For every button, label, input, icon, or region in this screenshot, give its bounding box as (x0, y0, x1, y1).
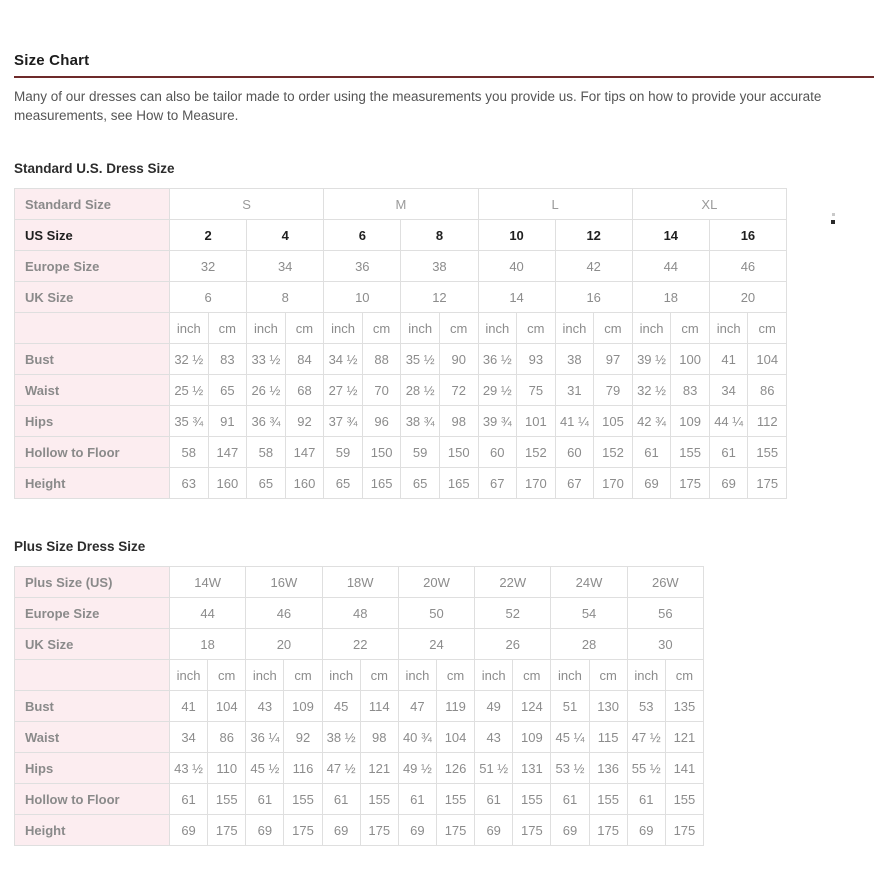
intro-text: Many of our dresses can also be tailor made to order using the measurements you provide us. For tips on how to provide your accurate measurements, see How to Measure. (14, 89, 822, 124)
row-height-value-cell: 160 (285, 468, 324, 499)
row-bust-value-cell: 45 (322, 691, 360, 722)
row-units-value-cell: cm (748, 313, 787, 344)
row-hollow-to-floor-value-cell: 61 (551, 784, 589, 815)
row-hips-value-cell: 35 ¾ (170, 406, 209, 437)
row-height-value-cell: 175 (671, 468, 710, 499)
row-hips-label: Hips (15, 753, 170, 784)
row-waist-value-cell: 43 (475, 722, 513, 753)
row-units-value-cell: cm (360, 660, 398, 691)
row-plus-size-us-value-cell: 26W (627, 567, 703, 598)
row-units-value-cell: inch (555, 313, 594, 344)
row-bust-value-cell: 93 (517, 344, 556, 375)
row-uk-size-value-cell: 16 (555, 282, 632, 313)
row-us-size-value-cell: 4 (247, 220, 324, 251)
row-hollow-to-floor-value-cell: 58 (247, 437, 286, 468)
row-height-value-cell: 175 (284, 815, 322, 846)
row-uk-size-value-cell: 10 (324, 282, 401, 313)
row-plus-size-us-value-cell: 18W (322, 567, 398, 598)
row-us-size-label: US Size (15, 220, 170, 251)
row-units-value-cell: inch (398, 660, 436, 691)
row-waist-value-cell: 86 (208, 722, 246, 753)
row-height-value-cell: 175 (665, 815, 703, 846)
row-hips-value-cell: 55 ½ (627, 753, 665, 784)
row-standard-size-value-cell: L (478, 189, 632, 220)
row-bust-value-cell: 114 (360, 691, 398, 722)
row-bust (15, 691, 704, 722)
row-hollow-to-floor (15, 784, 704, 815)
row-height-value-cell: 175 (436, 815, 474, 846)
row-hollow-to-floor-label: Hollow to Floor (15, 437, 170, 468)
row-waist-value-cell: 109 (513, 722, 551, 753)
row-hips (15, 753, 704, 784)
row-units-value-cell: inch (322, 660, 360, 691)
row-hollow-to-floor-value-cell: 59 (401, 437, 440, 468)
row-bust-value-cell: 83 (208, 344, 247, 375)
row-waist-value-cell: 34 (170, 722, 208, 753)
row-height-value-cell: 165 (362, 468, 401, 499)
row-units-value-cell: cm (436, 660, 474, 691)
row-height-value-cell: 175 (748, 468, 787, 499)
row-waist-value-cell: 86 (748, 375, 787, 406)
row-uk-size-label: UK Size (15, 282, 170, 313)
row-europe-size-value-cell: 42 (555, 251, 632, 282)
row-units-value-cell: inch (632, 313, 671, 344)
row-units (15, 313, 787, 344)
row-units-value-cell: cm (208, 313, 247, 344)
row-height-value-cell: 69 (475, 815, 513, 846)
row-height-value-cell: 69 (322, 815, 360, 846)
row-waist-value-cell: 38 ½ (322, 722, 360, 753)
row-europe-size (15, 598, 704, 629)
row-uk-size-value-cell: 18 (632, 282, 709, 313)
row-hips-value-cell: 112 (748, 406, 787, 437)
row-height-value-cell: 175 (589, 815, 627, 846)
row-europe-size-value-cell: 46 (246, 598, 322, 629)
row-units-value-cell: inch (170, 660, 208, 691)
row-plus-size-us-value-cell: 20W (398, 567, 474, 598)
row-height-value-cell: 160 (208, 468, 247, 499)
row-height-value-cell: 170 (517, 468, 556, 499)
row-height-value-cell: 175 (513, 815, 551, 846)
row-us-size-value-cell: 8 (401, 220, 478, 251)
row-uk-size-value-cell: 20 (246, 629, 322, 660)
row-waist-value-cell: 115 (589, 722, 627, 753)
row-bust-value-cell: 90 (439, 344, 478, 375)
row-units-value-cell: cm (285, 313, 324, 344)
row-bust-value-cell: 135 (665, 691, 703, 722)
row-hips-value-cell: 45 ½ (246, 753, 284, 784)
row-units-value-cell: cm (517, 313, 556, 344)
plus-size-section (14, 539, 874, 846)
row-hollow-to-floor-value-cell: 150 (362, 437, 401, 468)
row-hollow-to-floor-value-cell: 155 (589, 784, 627, 815)
row-plus-size-us-value-cell: 14W (170, 567, 246, 598)
row-standard-size (15, 189, 787, 220)
row-hips-value-cell: 101 (517, 406, 556, 437)
row-hollow-to-floor-value-cell: 60 (555, 437, 594, 468)
row-hollow-to-floor-value-cell: 155 (665, 784, 703, 815)
row-waist-value-cell: 29 ½ (478, 375, 517, 406)
row-hips-value-cell: 91 (208, 406, 247, 437)
row-hollow-to-floor-value-cell: 61 (709, 437, 748, 468)
row-hollow-to-floor-value-cell: 61 (398, 784, 436, 815)
row-hips-value-cell: 41 ¼ (555, 406, 594, 437)
row-europe-size-value-cell: 50 (398, 598, 474, 629)
row-hollow-to-floor (15, 437, 787, 468)
row-waist (15, 722, 704, 753)
row-bust-value-cell: 39 ½ (632, 344, 671, 375)
row-height-value-cell: 65 (247, 468, 286, 499)
row-height-value-cell: 170 (594, 468, 633, 499)
row-uk-size-value-cell: 30 (627, 629, 703, 660)
row-hips-value-cell: 98 (439, 406, 478, 437)
row-bust-value-cell: 47 (398, 691, 436, 722)
page-title: Size Chart (14, 52, 90, 69)
row-units-value-cell: cm (439, 313, 478, 344)
row-waist-value-cell: 40 ¾ (398, 722, 436, 753)
row-us-size (15, 220, 787, 251)
row-bust-value-cell: 104 (748, 344, 787, 375)
row-us-size-value-cell: 10 (478, 220, 555, 251)
row-units-value-cell: inch (401, 313, 440, 344)
standard-size-section (14, 161, 874, 499)
row-uk-size (15, 629, 704, 660)
row-height-value-cell: 69 (551, 815, 589, 846)
row-bust-value-cell: 32 ½ (170, 344, 209, 375)
row-bust-value-cell: 130 (589, 691, 627, 722)
row-waist-value-cell: 72 (439, 375, 478, 406)
row-units-value-cell: cm (284, 660, 322, 691)
row-europe-size-value-cell: 48 (322, 598, 398, 629)
row-bust-value-cell: 49 (475, 691, 513, 722)
row-waist-value-cell: 75 (517, 375, 556, 406)
standard-size-heading: Standard U.S. Dress Size (14, 161, 175, 177)
row-waist-value-cell: 92 (284, 722, 322, 753)
row-bust-value-cell: 119 (436, 691, 474, 722)
row-standard-size-value-cell: S (170, 189, 324, 220)
row-hollow-to-floor-value-cell: 155 (284, 784, 322, 815)
row-uk-size-value-cell: 6 (170, 282, 247, 313)
row-hollow-to-floor-value-cell: 61 (246, 784, 284, 815)
row-height-value-cell: 65 (401, 468, 440, 499)
row-units-value-cell: inch (246, 660, 284, 691)
row-plus-size-us-label: Plus Size (US) (15, 567, 170, 598)
row-waist-value-cell: 47 ½ (627, 722, 665, 753)
row-hips-value-cell: 44 ¼ (709, 406, 748, 437)
row-waist-value-cell: 26 ½ (247, 375, 286, 406)
row-bust-value-cell: 33 ½ (247, 344, 286, 375)
row-units (15, 660, 704, 691)
row-height-value-cell: 175 (360, 815, 398, 846)
row-hollow-to-floor-value-cell: 59 (324, 437, 363, 468)
row-hollow-to-floor-value-cell: 155 (671, 437, 710, 468)
row-waist-value-cell: 31 (555, 375, 594, 406)
row-hollow-to-floor-value-cell: 155 (208, 784, 246, 815)
row-waist-value-cell: 68 (285, 375, 324, 406)
row-waist-value-cell: 45 ¼ (551, 722, 589, 753)
row-hips-value-cell: 109 (671, 406, 710, 437)
row-europe-size-value-cell: 46 (709, 251, 786, 282)
row-hips-value-cell: 36 ¾ (247, 406, 286, 437)
row-units-value-cell: inch (627, 660, 665, 691)
row-height-value-cell: 67 (555, 468, 594, 499)
row-hollow-to-floor-value-cell: 147 (285, 437, 324, 468)
row-bust-value-cell: 38 (555, 344, 594, 375)
row-bust-value-cell: 100 (671, 344, 710, 375)
row-height (15, 815, 704, 846)
row-bust-value-cell: 104 (208, 691, 246, 722)
row-europe-size-value-cell: 54 (551, 598, 627, 629)
row-hips-value-cell: 92 (285, 406, 324, 437)
row-waist-value-cell: 70 (362, 375, 401, 406)
row-standard-size-value-cell: M (324, 189, 478, 220)
row-hollow-to-floor-value-cell: 155 (360, 784, 398, 815)
row-europe-size-value-cell: 56 (627, 598, 703, 629)
row-bust-value-cell: 88 (362, 344, 401, 375)
row-hollow-to-floor-value-cell: 155 (513, 784, 551, 815)
title-divider (14, 76, 874, 78)
row-europe-size-value-cell: 40 (478, 251, 555, 282)
row-hips-value-cell: 110 (208, 753, 246, 784)
row-waist-value-cell: 79 (594, 375, 633, 406)
row-hips-value-cell: 39 ¾ (478, 406, 517, 437)
row-height-value-cell: 165 (439, 468, 478, 499)
row-waist-value-cell: 28 ½ (401, 375, 440, 406)
row-height-value-cell: 69 (246, 815, 284, 846)
row-waist-value-cell: 83 (671, 375, 710, 406)
row-units-value-cell: cm (208, 660, 246, 691)
row-bust-value-cell: 43 (246, 691, 284, 722)
row-hips-value-cell: 141 (665, 753, 703, 784)
row-hips-value-cell: 96 (362, 406, 401, 437)
row-bust (15, 344, 787, 375)
row-hollow-to-floor-value-cell: 61 (627, 784, 665, 815)
standard-size-table (14, 188, 787, 499)
row-waist-value-cell: 34 (709, 375, 748, 406)
row-hips-value-cell: 51 ½ (475, 753, 513, 784)
row-waist-label: Waist (15, 722, 170, 753)
row-units-value-cell: cm (671, 313, 710, 344)
row-units-label (15, 313, 170, 344)
row-waist-value-cell: 25 ½ (170, 375, 209, 406)
row-waist-value-cell: 121 (665, 722, 703, 753)
stray-speck-artifact (832, 213, 835, 216)
row-bust-value-cell: 109 (284, 691, 322, 722)
row-height-value-cell: 69 (398, 815, 436, 846)
row-waist (15, 375, 787, 406)
row-height-value-cell: 65 (324, 468, 363, 499)
row-waist-value-cell: 104 (436, 722, 474, 753)
row-hips (15, 406, 787, 437)
row-units-value-cell: inch (170, 313, 209, 344)
row-hollow-to-floor-value-cell: 60 (478, 437, 517, 468)
row-uk-size (15, 282, 787, 313)
row-bust-value-cell: 84 (285, 344, 324, 375)
row-units-value-cell: inch (324, 313, 363, 344)
row-europe-size-value-cell: 44 (632, 251, 709, 282)
row-height-value-cell: 69 (709, 468, 748, 499)
row-us-size-value-cell: 6 (324, 220, 401, 251)
row-us-size-value-cell: 12 (555, 220, 632, 251)
row-height-value-cell: 69 (170, 815, 208, 846)
row-hips-value-cell: 121 (360, 753, 398, 784)
row-units-value-cell: inch (475, 660, 513, 691)
row-standard-size-label: Standard Size (15, 189, 170, 220)
row-europe-size-label: Europe Size (15, 598, 170, 629)
row-uk-size-value-cell: 24 (398, 629, 474, 660)
row-standard-size-value-cell: XL (632, 189, 786, 220)
row-hollow-to-floor-value-cell: 150 (439, 437, 478, 468)
row-units-value-cell: inch (247, 313, 286, 344)
row-bust-value-cell: 41 (170, 691, 208, 722)
row-waist-value-cell: 98 (360, 722, 398, 753)
row-units-value-cell: inch (478, 313, 517, 344)
row-hollow-to-floor-value-cell: 147 (208, 437, 247, 468)
row-bust-value-cell: 35 ½ (401, 344, 440, 375)
row-uk-size-value-cell: 22 (322, 629, 398, 660)
row-height-value-cell: 67 (478, 468, 517, 499)
row-europe-size-value-cell: 44 (170, 598, 246, 629)
row-height-value-cell: 63 (170, 468, 209, 499)
row-hips-value-cell: 43 ½ (170, 753, 208, 784)
row-bust-value-cell: 53 (627, 691, 665, 722)
row-hollow-to-floor-value-cell: 152 (594, 437, 633, 468)
row-uk-size-value-cell: 20 (709, 282, 786, 313)
row-hollow-to-floor-value-cell: 61 (632, 437, 671, 468)
row-hollow-to-floor-value-cell: 155 (436, 784, 474, 815)
row-units-value-cell: cm (589, 660, 627, 691)
row-hips-value-cell: 116 (284, 753, 322, 784)
row-bust-value-cell: 34 ½ (324, 344, 363, 375)
standard-size-table-slot (14, 188, 874, 499)
plus-size-heading: Plus Size Dress Size (14, 539, 146, 555)
row-hips-value-cell: 126 (436, 753, 474, 784)
row-height-value-cell: 69 (632, 468, 671, 499)
row-europe-size-value-cell: 34 (247, 251, 324, 282)
row-height-value-cell: 69 (627, 815, 665, 846)
row-bust-value-cell: 124 (513, 691, 551, 722)
row-hollow-to-floor-value-cell: 61 (170, 784, 208, 815)
row-waist-value-cell: 36 ¼ (246, 722, 284, 753)
row-plus-size-us (15, 567, 704, 598)
row-height-label: Height (15, 468, 170, 499)
row-hollow-to-floor-value-cell: 61 (322, 784, 360, 815)
row-plus-size-us-value-cell: 22W (475, 567, 551, 598)
row-plus-size-us-value-cell: 24W (551, 567, 627, 598)
row-europe-size-label: Europe Size (15, 251, 170, 282)
row-hips-label: Hips (15, 406, 170, 437)
row-height-label: Height (15, 815, 170, 846)
row-units-label (15, 660, 170, 691)
row-hollow-to-floor-value-cell: 152 (517, 437, 556, 468)
row-europe-size-value-cell: 32 (170, 251, 247, 282)
row-waist-value-cell: 65 (208, 375, 247, 406)
row-hips-value-cell: 136 (589, 753, 627, 784)
row-hips-value-cell: 37 ¾ (324, 406, 363, 437)
row-uk-size-value-cell: 14 (478, 282, 555, 313)
row-uk-size-label: UK Size (15, 629, 170, 660)
row-units-value-cell: inch (551, 660, 589, 691)
row-hollow-to-floor-value-cell: 58 (170, 437, 209, 468)
row-units-value-cell: inch (709, 313, 748, 344)
plus-size-table (14, 566, 704, 846)
row-bust-value-cell: 41 (709, 344, 748, 375)
row-units-value-cell: cm (665, 660, 703, 691)
row-hips-value-cell: 38 ¾ (401, 406, 440, 437)
row-units-value-cell: cm (513, 660, 551, 691)
row-waist-label: Waist (15, 375, 170, 406)
row-uk-size-value-cell: 18 (170, 629, 246, 660)
row-europe-size-value-cell: 36 (324, 251, 401, 282)
row-hips-value-cell: 131 (513, 753, 551, 784)
row-europe-size (15, 251, 787, 282)
row-waist-value-cell: 32 ½ (632, 375, 671, 406)
row-hollow-to-floor-value-cell: 155 (748, 437, 787, 468)
row-uk-size-value-cell: 26 (475, 629, 551, 660)
row-waist-value-cell: 27 ½ (324, 375, 363, 406)
row-hollow-to-floor-label: Hollow to Floor (15, 784, 170, 815)
row-uk-size-value-cell: 8 (247, 282, 324, 313)
row-hips-value-cell: 105 (594, 406, 633, 437)
row-units-value-cell: cm (362, 313, 401, 344)
row-us-size-value-cell: 14 (632, 220, 709, 251)
row-us-size-value-cell: 16 (709, 220, 786, 251)
row-europe-size-value-cell: 38 (401, 251, 478, 282)
row-plus-size-us-value-cell: 16W (246, 567, 322, 598)
row-bust-value-cell: 51 (551, 691, 589, 722)
row-hollow-to-floor-value-cell: 61 (475, 784, 513, 815)
row-europe-size-value-cell: 52 (475, 598, 551, 629)
row-bust-value-cell: 36 ½ (478, 344, 517, 375)
row-height-value-cell: 175 (208, 815, 246, 846)
row-bust-value-cell: 97 (594, 344, 633, 375)
row-hips-value-cell: 53 ½ (551, 753, 589, 784)
row-hips-value-cell: 47 ½ (322, 753, 360, 784)
row-height (15, 468, 787, 499)
row-bust-label: Bust (15, 691, 170, 722)
row-us-size-value-cell: 2 (170, 220, 247, 251)
row-units-value-cell: cm (594, 313, 633, 344)
row-hips-value-cell: 42 ¾ (632, 406, 671, 437)
plus-size-table-slot (14, 566, 874, 846)
row-uk-size-value-cell: 28 (551, 629, 627, 660)
row-bust-label: Bust (15, 344, 170, 375)
row-hips-value-cell: 49 ½ (398, 753, 436, 784)
row-uk-size-value-cell: 12 (401, 282, 478, 313)
